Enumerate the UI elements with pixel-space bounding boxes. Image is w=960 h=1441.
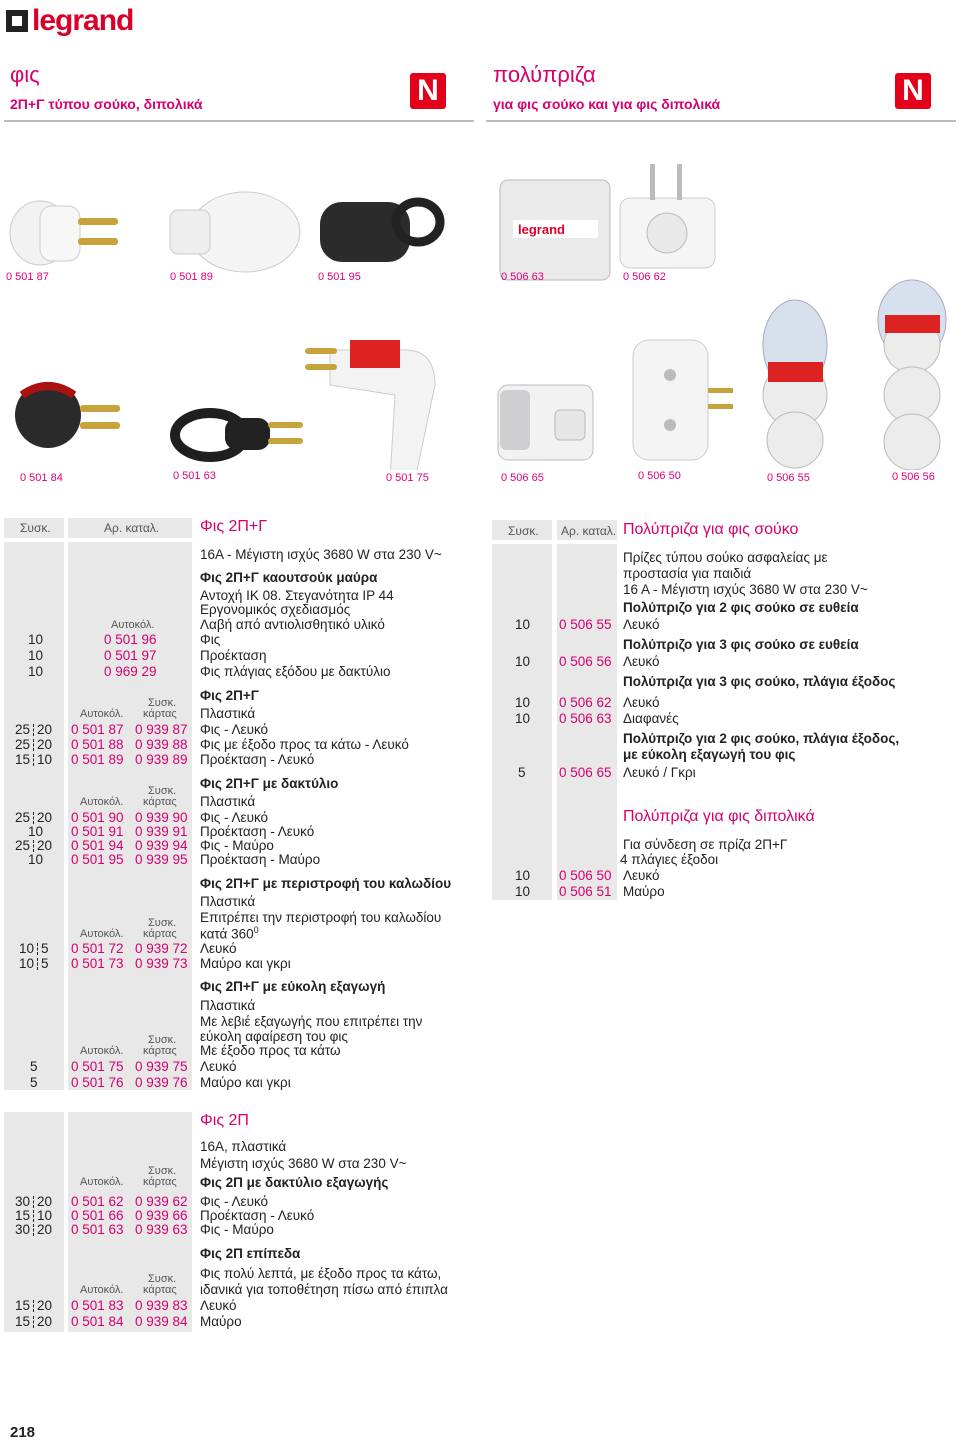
product-code: 0 506 56 bbox=[892, 471, 935, 483]
col-header-sticker: Αυτοκόλ. bbox=[80, 708, 124, 720]
col-header-card: Συσκ. bbox=[148, 785, 177, 797]
spec-line: Επιτρέπει την περιστροφή του καλωδίου bbox=[200, 910, 442, 925]
product-code: 0 501 95 bbox=[318, 271, 361, 283]
col-header-card: Συσκ. bbox=[148, 917, 177, 929]
material: Πλαστικά bbox=[200, 894, 256, 909]
group-title: Πολύπριζο για 3 φις σούκο σε ευθεία bbox=[623, 637, 859, 652]
col-header-sticker: Αυτοκόλ. bbox=[80, 1176, 124, 1188]
catalog-number: 0 939 94 bbox=[135, 838, 188, 853]
catalog-number: 0 939 87 bbox=[135, 722, 188, 737]
product-code: 0 501 63 bbox=[173, 470, 216, 482]
product-desc: Φις - Λευκό bbox=[200, 722, 269, 737]
col-header-sticker: Αυτοκόλ. bbox=[80, 1045, 124, 1057]
catalog-number: 0 939 90 bbox=[135, 810, 188, 825]
group-title: Φις 2Π+Γ καουτσούκ μαύρα bbox=[200, 570, 378, 585]
product-code: 0 506 55 bbox=[767, 472, 810, 484]
pack-qty: 10 bbox=[28, 632, 44, 647]
col-header-catalog: Αρ. καταλ. bbox=[561, 524, 617, 538]
spec-line: 16A, πλαστικά bbox=[200, 1139, 287, 1154]
pack-qty: 10 bbox=[515, 695, 531, 710]
catalog-number: 0 506 50 bbox=[559, 868, 612, 883]
group-title: Φις 2Π+Γ bbox=[200, 688, 259, 703]
catalog-number: 0 939 88 bbox=[135, 737, 188, 752]
group-title: Πολύπριζο για 2 φις σούκο, πλάγια έξοδος, bbox=[623, 731, 900, 746]
product-desc: Φις - Λευκό bbox=[200, 810, 269, 825]
col-header-catalog: Αρ. καταλ. bbox=[104, 521, 160, 535]
new-badge-right: N bbox=[895, 73, 931, 109]
spec-line: Πρίζες τύπου σούκο ασφαλείας με bbox=[623, 550, 828, 565]
catalog-number: 0 939 76 bbox=[135, 1075, 188, 1090]
catalog-number: 0 969 29 bbox=[104, 664, 157, 679]
pack-column-bg bbox=[492, 520, 552, 900]
left-header-subtitle: 2Π+Γ τύπου σούκο, διπολικά bbox=[10, 96, 203, 112]
catalog-number: 0 501 75 bbox=[71, 1059, 124, 1074]
col-header-card: Συσκ. bbox=[148, 1034, 177, 1046]
catalog-number: 0 501 94 bbox=[71, 838, 124, 853]
group-title: Φις 2Π επίπεδα bbox=[200, 1246, 301, 1261]
product-desc: Προέκταση - Λευκό bbox=[200, 752, 315, 767]
spec-line: εύκολη αφαίρεση του φις bbox=[200, 1029, 348, 1044]
flat-plug-red-photo bbox=[15, 382, 120, 448]
col-header-card: Συσκ. bbox=[148, 697, 177, 709]
section-title: Πολύπριζα για φις σούκο bbox=[623, 521, 799, 538]
catalog-number: 0 501 62 bbox=[71, 1194, 124, 1209]
product-desc: Προέκταση - Λευκό bbox=[200, 824, 315, 839]
catalog-number: 0 939 75 bbox=[135, 1059, 188, 1074]
catalog-number: 0 501 91 bbox=[71, 824, 124, 839]
product-code: 0 506 63 bbox=[501, 271, 544, 283]
material: Πλαστικά bbox=[200, 706, 256, 721]
product-code: 0 506 65 bbox=[501, 472, 544, 484]
col-header-card: κάρτας bbox=[143, 796, 177, 808]
pack-qty: 10 bbox=[28, 824, 44, 839]
catalog-number: 0 506 62 bbox=[559, 695, 612, 710]
pack-qty: 25 bbox=[15, 722, 31, 737]
product-desc: Φις bbox=[200, 632, 221, 647]
catalog-number: 0 506 51 bbox=[559, 884, 612, 899]
plug-2p-black-photo bbox=[175, 413, 303, 457]
pack-qty: 20 bbox=[37, 1314, 53, 1329]
col-header-sticker: Αυτοκόλ. bbox=[80, 796, 124, 808]
pack-qty: 5 bbox=[41, 941, 49, 956]
catalog-number: 0 501 83 bbox=[71, 1298, 124, 1313]
spec-line: προστασία για παιδιά bbox=[623, 566, 752, 581]
adapter-2way-gray-photo bbox=[498, 385, 593, 460]
pack-qty: 30 bbox=[15, 1194, 31, 1209]
col-header-sticker: Αυτοκόλ. bbox=[111, 619, 155, 631]
adapter-2-inline-blister-photo bbox=[763, 300, 827, 468]
catalog-number: 0 939 89 bbox=[135, 752, 188, 767]
pack-qty: 10 bbox=[515, 654, 531, 669]
group-title: Πολύπριζα για 3 φις σούκο, πλάγια έξοδος bbox=[623, 674, 896, 689]
spec-line: 16A - Μέγιστη ισχύς 3680 W στα 230 V~ bbox=[200, 547, 442, 562]
catalog-number: 0 501 63 bbox=[71, 1222, 124, 1237]
col-header-card: κάρτας bbox=[143, 1284, 177, 1296]
adapter-4way-bipolar-photo bbox=[633, 340, 733, 460]
product-desc: Φις με έξοδο προς τα κάτω - Λευκό bbox=[200, 737, 409, 752]
catalog-number: 0 501 95 bbox=[71, 852, 124, 867]
product-desc: Μαύρο και γκρι bbox=[200, 956, 291, 971]
pack-qty: 15 bbox=[15, 1208, 31, 1223]
pack-qty: 5 bbox=[30, 1059, 38, 1074]
product-desc: Φις - Μαύρο bbox=[200, 1222, 274, 1237]
col-header-pack: Συσκ. bbox=[20, 521, 51, 535]
header-rule-right bbox=[486, 120, 956, 122]
product-desc: Λευκό / Γκρι bbox=[623, 765, 696, 780]
spec-line: Φις πολύ λεπτά, με έξοδο προς τα κάτω, bbox=[200, 1266, 442, 1281]
catalog-number: 0 506 63 bbox=[559, 711, 612, 726]
product-desc: Προέκταση bbox=[200, 648, 267, 663]
catalog-number: 0 939 63 bbox=[135, 1222, 188, 1237]
header-rule-left bbox=[4, 120, 474, 122]
product-desc: Λευκό bbox=[200, 941, 237, 956]
page-number: 218 bbox=[10, 1424, 36, 1441]
adapter-3-inline-blister-photo bbox=[878, 280, 946, 470]
left-header-title: φις bbox=[10, 62, 40, 87]
adapter-3way-blister-photo bbox=[500, 180, 610, 280]
pack-qty: 10 bbox=[37, 752, 53, 767]
brand-name: legrand bbox=[32, 4, 134, 37]
catalog-number: 0 939 91 bbox=[135, 824, 188, 839]
catalog-number: 0 501 73 bbox=[71, 956, 124, 971]
catalog-number: 0 501 90 bbox=[71, 810, 124, 825]
material: Πλαστικά bbox=[200, 998, 256, 1013]
pack-qty: 10 bbox=[515, 868, 531, 883]
catalog-number: 0 501 89 bbox=[71, 752, 124, 767]
new-badge-left: N bbox=[410, 73, 446, 109]
spec-line: ιδανικά για τοποθέτηση πίσω από έπιπλα bbox=[200, 1282, 448, 1297]
product-photos bbox=[0, 150, 960, 470]
pack-column-bg bbox=[4, 1112, 64, 1332]
catalog-number: 0 939 66 bbox=[135, 1208, 188, 1223]
group-title: Φις 2Π+Γ με δακτύλιο bbox=[200, 776, 339, 791]
product-desc: Φις πλάγιας εξόδου με δακτύλιο bbox=[200, 664, 391, 679]
product-desc: Φις - Λευκό bbox=[200, 1194, 269, 1209]
spec-line: 4 πλάγιες έξοδοι bbox=[620, 852, 719, 867]
product-code: 0 501 87 bbox=[6, 271, 49, 283]
spec-line: Μέγιστη ισχύς 3680 W στα 230 V~ bbox=[200, 1156, 407, 1171]
pack-qty: 15 bbox=[15, 1298, 31, 1313]
pack-qty: 20 bbox=[37, 1194, 53, 1209]
product-desc: Λευκό bbox=[623, 695, 660, 710]
col-header-card: κάρτας bbox=[143, 928, 177, 940]
catalog-number: 0 501 87 bbox=[71, 722, 124, 737]
pack-qty: 10 bbox=[19, 956, 35, 971]
pack-qty: 5 bbox=[41, 956, 49, 971]
pack-qty: 15 bbox=[15, 752, 31, 767]
spec-line: 16 A - Μέγιστη ισχύς 3680 W στα 230 V~ bbox=[623, 582, 868, 597]
product-desc: Λευκό bbox=[623, 617, 660, 632]
col-header-card: Συσκ. bbox=[148, 1273, 177, 1285]
catalog-number: 0 939 73 bbox=[135, 956, 188, 971]
pack-qty: 10 bbox=[28, 648, 44, 663]
catalog-number: 0 501 88 bbox=[71, 737, 124, 752]
col-header-card: κάρτας bbox=[143, 1176, 177, 1188]
spec-line: Αντοχή IK 08. Στεγανότητα IP 44 bbox=[200, 588, 394, 603]
extension-black-photo bbox=[320, 202, 440, 262]
pack-qty: 20 bbox=[37, 810, 53, 825]
product-desc: Προέκταση - Λευκό bbox=[200, 1208, 315, 1223]
col-header-card: Συσκ. bbox=[148, 1165, 177, 1177]
product-desc: Λευκό bbox=[200, 1298, 237, 1313]
catalog-column-bg bbox=[557, 520, 617, 900]
pack-qty: 20 bbox=[37, 722, 53, 737]
legrand-logo-mark bbox=[6, 10, 28, 32]
pack-qty: 25 bbox=[15, 810, 31, 825]
pack-qty: 10 bbox=[19, 941, 35, 956]
spec-line: Για σύνδεση σε πρίζα 2Π+Γ bbox=[623, 837, 788, 852]
col-header-card: κάρτας bbox=[143, 1045, 177, 1057]
spec-line: Με έξοδο προς τα κάτω bbox=[200, 1043, 341, 1058]
spec-line: Με λεβιέ εξαγωγής που επιτρέπει την bbox=[200, 1014, 423, 1029]
col-header-card: κάρτας bbox=[143, 708, 177, 720]
catalog-number: 0 506 65 bbox=[559, 765, 612, 780]
catalog-number: 0 506 55 bbox=[559, 617, 612, 632]
catalog-number: 0 506 56 bbox=[559, 654, 612, 669]
pack-qty: 20 bbox=[37, 737, 53, 752]
section-title: Πολύπριζα για φις διπολικά bbox=[623, 808, 815, 825]
catalog-number: 0 501 76 bbox=[71, 1075, 124, 1090]
product-desc: Μαύρο bbox=[200, 1314, 242, 1329]
catalog-number: 0 501 97 bbox=[104, 648, 157, 663]
catalog-number: 0 501 72 bbox=[71, 941, 124, 956]
catalog-number: 0 939 84 bbox=[135, 1314, 188, 1329]
right-header-title: πολύπριζα bbox=[493, 62, 596, 87]
pack-column-bg bbox=[4, 518, 64, 1090]
pack-qty: 5 bbox=[518, 765, 526, 780]
product-desc: Διαφανές bbox=[623, 711, 679, 726]
group-title: Φις 2Π+Γ με περιστροφή του καλωδίου bbox=[200, 876, 452, 891]
pack-qty: 10 bbox=[28, 852, 44, 867]
group-title: με εύκολη εξαγωγή του φις bbox=[623, 747, 796, 762]
product-desc: Μαύρο bbox=[623, 884, 665, 899]
pack-qty: 10 bbox=[28, 664, 44, 679]
pack-qty: 10 bbox=[515, 884, 531, 899]
pack-qty: 10 bbox=[515, 617, 531, 632]
col-header-sticker: Αυτοκόλ. bbox=[80, 1284, 124, 1296]
product-desc: Προέκταση - Μαύρο bbox=[200, 852, 321, 867]
brand-logo bbox=[6, 3, 133, 39]
pack-qty: 25 bbox=[15, 838, 31, 853]
product-code: 0 501 89 bbox=[170, 271, 213, 283]
catalog-number: 0 939 62 bbox=[135, 1194, 188, 1209]
spec-line: Λαβή από αντιολισθητικό υλικό bbox=[200, 617, 385, 632]
group-title: Πολύπριζο για 2 φις σούκο σε ευθεία bbox=[623, 600, 859, 615]
spec-line: Εργονομικός σχεδιασμός bbox=[200, 602, 351, 617]
product-desc: Λευκό bbox=[623, 868, 660, 883]
product-code: 0 501 84 bbox=[20, 472, 63, 484]
product-code: 0 501 75 bbox=[386, 472, 429, 484]
catalog-number: 0 501 84 bbox=[71, 1314, 124, 1329]
pack-qty: 20 bbox=[37, 1298, 53, 1313]
catalog-number: 0 501 96 bbox=[104, 632, 157, 647]
extension-white-photo bbox=[170, 192, 300, 272]
product-desc: Μαύρο και γκρι bbox=[200, 1075, 291, 1090]
section-title: Φις 2Π bbox=[200, 1112, 249, 1129]
group-title: Φις 2Π με δακτύλιο εξαγωγής bbox=[200, 1175, 389, 1190]
svg-text:legrand: legrand bbox=[518, 222, 565, 237]
adapter-3way-white-photo bbox=[620, 164, 715, 268]
pack-qty: 10 bbox=[515, 711, 531, 726]
pack-qty: 20 bbox=[37, 1222, 53, 1237]
spec-line: κατά $360^0$ bbox=[200, 925, 259, 942]
catalog-number: 0 939 72 bbox=[135, 941, 188, 956]
right-header-subtitle: για φις σούκο και για φις διπολικά bbox=[493, 96, 721, 112]
pack-qty: 25 bbox=[15, 737, 31, 752]
catalog-number: 0 939 95 bbox=[135, 852, 188, 867]
catalog-number: 0 501 66 bbox=[71, 1208, 124, 1223]
section-title: Φις 2Π+Γ bbox=[200, 518, 268, 535]
product-desc: Λευκό bbox=[623, 654, 660, 669]
plug-white-photo bbox=[10, 201, 118, 265]
col-header-sticker: Αυτοκόλ. bbox=[80, 928, 124, 940]
plug-easy-pull-photo bbox=[305, 340, 435, 470]
pack-qty: 10 bbox=[37, 1208, 53, 1223]
group-title: Φις 2Π+Γ με εύκολη εξαγωγή bbox=[200, 979, 386, 994]
pack-qty: 30 bbox=[15, 1222, 31, 1237]
pack-qty: 5 bbox=[30, 1075, 38, 1090]
pack-qty: 15 bbox=[15, 1314, 31, 1329]
product-desc: Φις - Μαύρο bbox=[200, 838, 274, 853]
material: Πλαστικά bbox=[200, 794, 256, 809]
pack-qty: 20 bbox=[37, 838, 53, 853]
product-code: 0 506 62 bbox=[623, 271, 666, 283]
catalog-number: 0 939 83 bbox=[135, 1298, 188, 1313]
col-header-pack: Συσκ. bbox=[508, 524, 539, 538]
product-desc: Λευκό bbox=[200, 1059, 237, 1074]
product-code: 0 506 50 bbox=[638, 470, 681, 482]
